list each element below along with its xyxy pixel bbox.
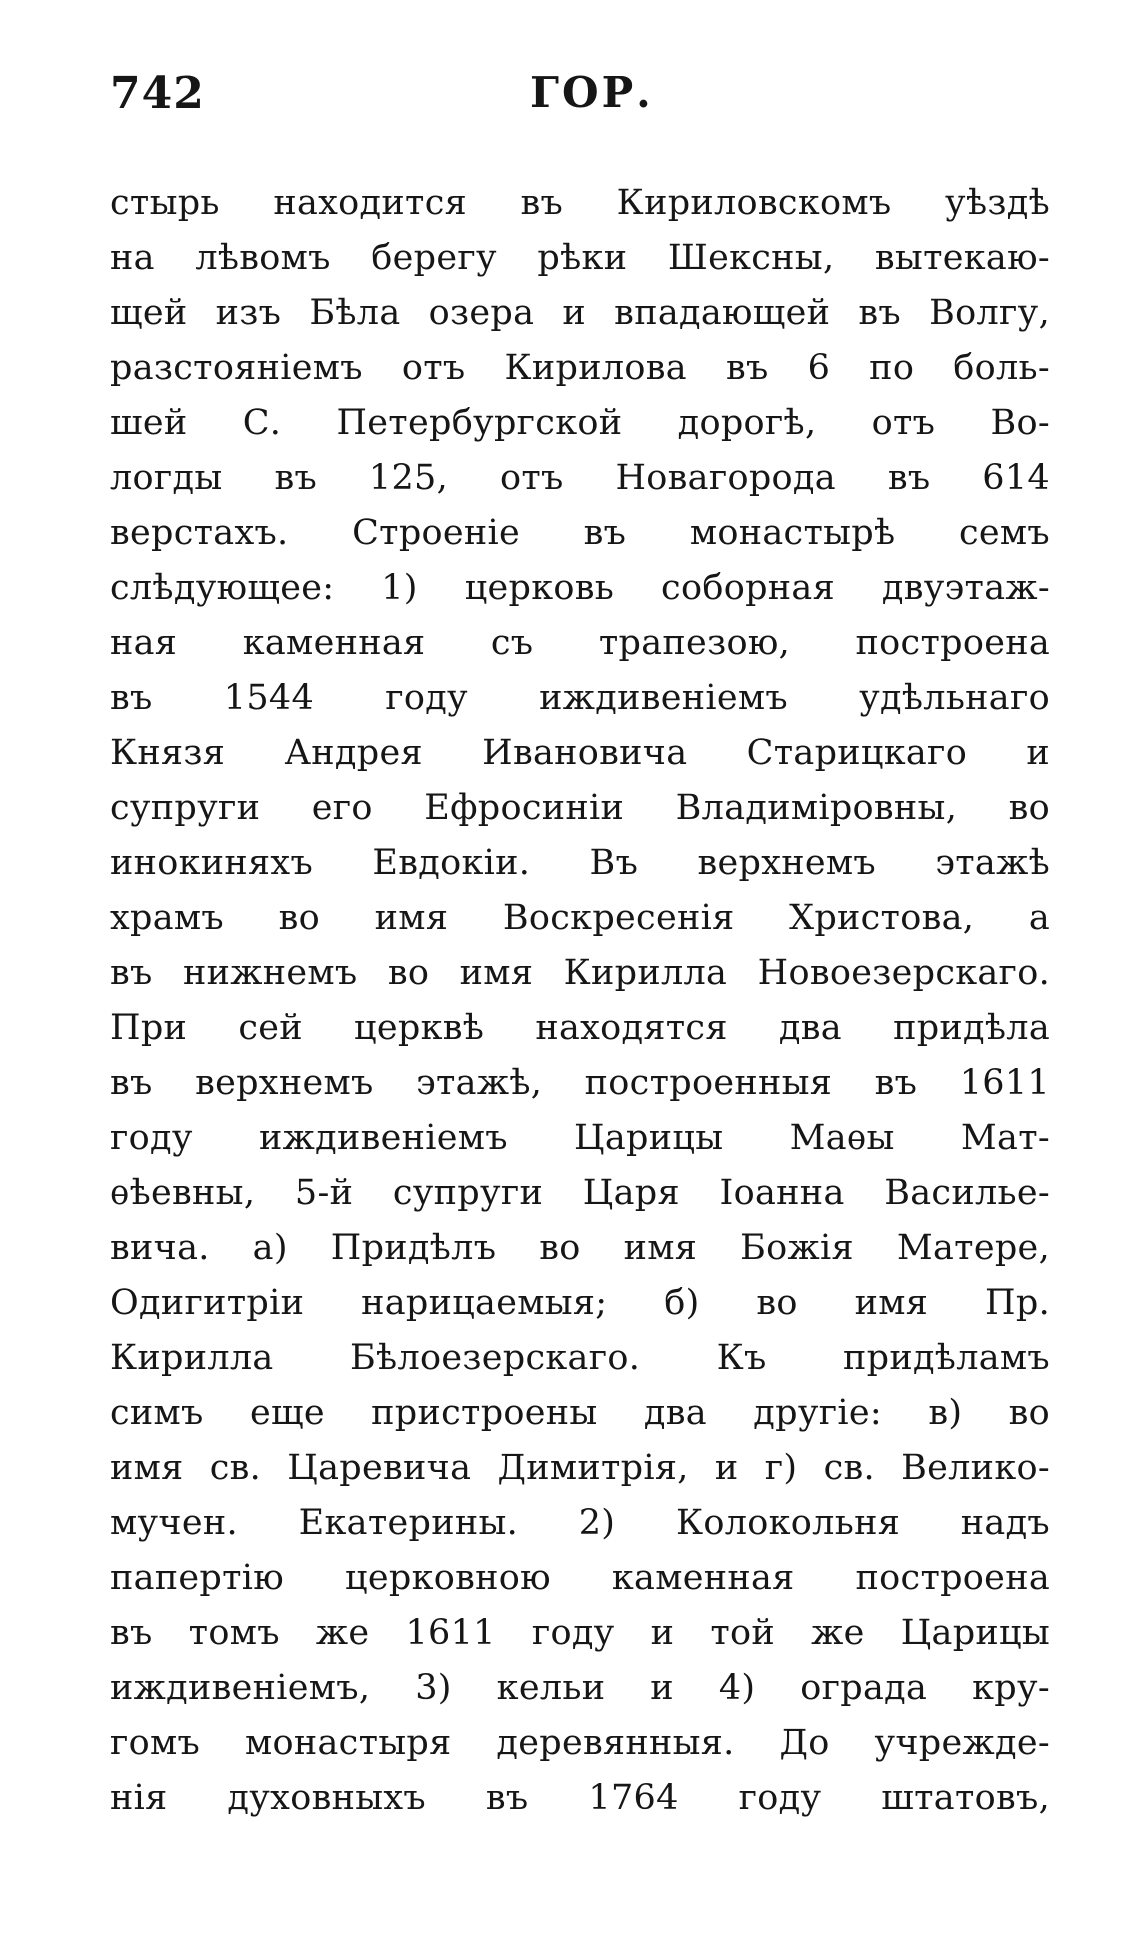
text-line: логды въ 125, отъ Новагорода въ 614 — [110, 458, 1050, 498]
text-line: папертію церковною каменная построена — [110, 1558, 1050, 1598]
text-line: храмъ во имя Воскресенія Христова, а — [110, 898, 1050, 938]
running-head: ГОР. — [530, 68, 654, 117]
body-text — [110, 176, 1050, 1826]
text-line: верстахъ. Строеніе въ монастырѣ семъ — [110, 513, 1050, 553]
text-line: ная каменная съ трапезою, построена — [110, 623, 1050, 663]
text-line: щей изъ Бѣла озера и впадающей въ Волгу, — [110, 293, 1050, 333]
text-line: разстояніемъ отъ Кирилова въ 6 по боль- — [110, 348, 1050, 388]
text-line: мучен. Екатерины. 2) Колокольня надъ — [110, 1503, 1050, 1543]
text-line: шей С. Петербургской дорогѣ, отъ Во- — [110, 403, 1050, 443]
page-header — [110, 68, 1050, 128]
text-line: въ нижнемъ во имя Кирилла Новоезерскаго. — [110, 953, 1050, 993]
text-line: симъ еще пристроены два другіе: в) во — [110, 1393, 1050, 1433]
text-line: въ верхнемъ этажѣ, построенныя въ 1611 — [110, 1063, 1050, 1103]
text-line: При сей церквѣ находятся два придѣла — [110, 1008, 1050, 1048]
text-line: Кирилла Бѣлоезерскаго. Къ придѣламъ — [110, 1338, 1050, 1378]
text-line: году иждивеніемъ Царицы Маѳы Мат- — [110, 1118, 1050, 1158]
text-line: слѣдующее: 1) церковь соборная двуэтаж- — [110, 568, 1050, 608]
text-line: Князя Андрея Ивановича Старицкаго и — [110, 733, 1050, 773]
text-line: имя св. Царевича Димитрія, и г) св. Велико- — [110, 1448, 1050, 1488]
text-line: инокиняхъ Евдокіи. Въ верхнемъ этажѣ — [110, 843, 1050, 883]
text-line: стырь находится въ Кириловскомъ уѣздѣ — [110, 183, 1050, 223]
text-line: гомъ монастыря деревянныя. До учрежде- — [110, 1723, 1050, 1763]
text-line: супруги его Ефросиніи Владиміровны, во — [110, 788, 1050, 828]
text-line: иждивеніемъ, 3) кельи и 4) ограда кру- — [110, 1668, 1050, 1708]
text-line: Одигитріи нарицаемыя; б) во имя Пр. — [110, 1283, 1050, 1323]
text-line: въ томъ же 1611 году и той же Царицы — [110, 1613, 1050, 1653]
text-line: на лѣвомъ берегу рѣки Шексны, вытекаю- — [110, 238, 1050, 278]
text-line: вича. а) Придѣлъ во имя Божія Матере, — [110, 1228, 1050, 1268]
text-line: ѳѣевны, 5-й супруги Царя Іоанна Василье- — [110, 1173, 1050, 1213]
page-number: 742 — [110, 68, 205, 119]
text-line: нія духовныхъ въ 1764 году штатовъ, — [110, 1778, 1050, 1818]
text-line: въ 1544 году иждивеніемъ удѣльнаго — [110, 678, 1050, 718]
